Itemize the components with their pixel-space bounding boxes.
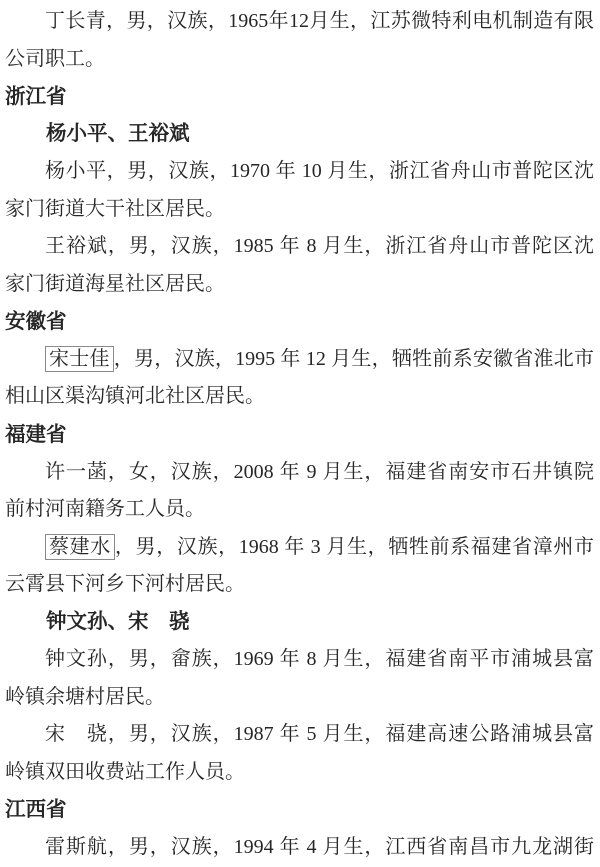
paragraph-line: 前村河南籍务工人员。 <box>5 498 205 521</box>
paragraph <box>5 454 594 529</box>
paragraph-line <box>5 341 594 379</box>
province-heading: 江西省 <box>5 798 67 822</box>
paragraph-line: 岭镇双田收费站工作人员。 <box>5 760 245 783</box>
paragraph-line: 钟文孙，男，畲族，1969 年 8 月生，福建省南平市浦城县富 <box>45 648 594 671</box>
province-heading: 浙江省 <box>5 85 67 109</box>
deceased-name-box: 蔡建水 <box>45 534 115 560</box>
paragraph <box>5 228 594 303</box>
paragraph <box>5 716 594 791</box>
paragraph-line: 公司职工。 <box>5 47 105 70</box>
paragraph-line: 家门街道大干社区居民。 <box>5 197 225 220</box>
names-heading: 钟文孙、宋 骁 <box>46 610 190 633</box>
province-heading: 福建省 <box>5 423 67 447</box>
deceased-name-box: 宋士佳 <box>45 346 114 372</box>
province-heading: 安徽省 <box>5 310 67 334</box>
paragraph-line: 丁长青，男，汉族，1965年12月生，江苏微特利电机制造有限 <box>45 10 594 32</box>
paragraph-line <box>5 529 594 567</box>
paragraph <box>5 829 594 867</box>
paragraph-line: 家门街道海星社区居民。 <box>5 272 225 295</box>
paragraph-line: 雷斯航，男，汉族，1994 年 4 月生，江西省南昌市九龙湖街 <box>45 836 594 859</box>
paragraph <box>5 529 594 604</box>
paragraph-line: 岭镇余塘村居民。 <box>5 685 165 708</box>
paragraph <box>5 341 594 416</box>
paragraph-line: 云霄县下河乡下河村居民。 <box>5 573 245 596</box>
paragraph <box>5 153 594 228</box>
paragraph-line: 杨小平，男，汉族，1970 年 10 月生，浙江省舟山市普陀区沈 <box>45 160 594 183</box>
paragraph <box>5 3 594 78</box>
names-heading: 杨小平、王裕斌 <box>46 122 190 145</box>
paragraph-line: 许一菡，女，汉族，2008 年 9 月生，福建省南安市石井镇院 <box>45 460 594 483</box>
paragraph <box>5 641 594 716</box>
paragraph-text: ，男，汉族，1995 年 12 月生，牺牲前系安徽省淮北市 <box>113 347 594 370</box>
paragraph-line: 宋 骁，男，汉族，1987 年 5 月生，福建高速公路浦城县富 <box>45 723 594 746</box>
paragraph-text: ，男，汉族，1968 年 3 月生，牺牲前系福建省漳州市 <box>114 535 594 558</box>
paragraph-line: 相山区渠沟镇河北社区居民。 <box>5 385 265 408</box>
paragraph-line: 王裕斌，男，汉族，1985 年 8 月生，浙江省舟山市普陀区沈 <box>45 235 594 258</box>
